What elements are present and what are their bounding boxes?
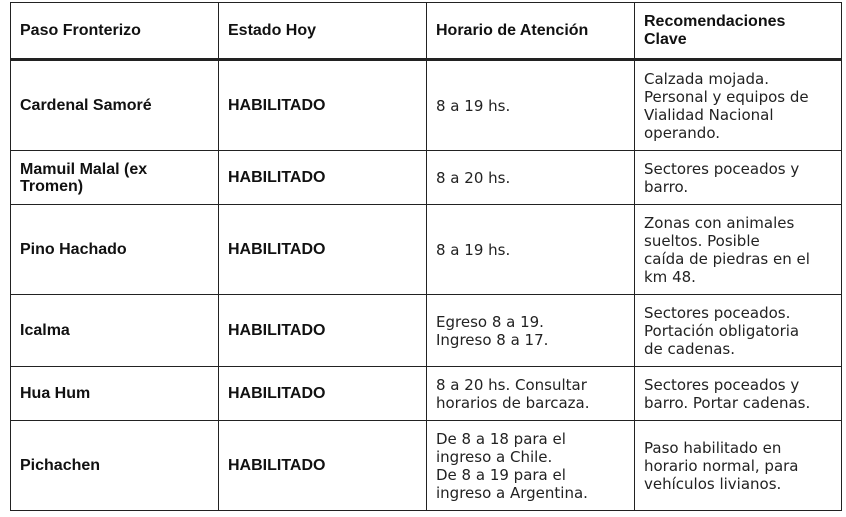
cell-estado: HABILITADO xyxy=(219,367,427,421)
cell-recomendaciones: Sectores poceados y barro. xyxy=(635,151,842,205)
cell-recomendaciones: Sectores poceados y barro. Portar cadenas. xyxy=(635,367,842,421)
cell-estado: HABILITADO xyxy=(219,205,427,295)
cell-recomendaciones: Paso habilitado en horario normal, para vehículos livianos. xyxy=(635,421,842,511)
header-estado-hoy: Estado Hoy xyxy=(219,3,427,60)
cell-recomendaciones: Zonas con animales sueltos. Posible caída de piedras en el km 48. xyxy=(635,205,842,295)
cell-paso: Hua Hum xyxy=(11,367,219,421)
cell-paso: Pino Hachado xyxy=(11,205,219,295)
header-recomendaciones-clave: Recomendaciones Clave xyxy=(635,3,842,60)
border-crossings-table xyxy=(10,2,842,511)
cell-paso: Mamuil Malal (ex Tromen) xyxy=(11,151,219,205)
cell-paso: Cardenal Samoré xyxy=(11,60,219,151)
cell-paso: Icalma xyxy=(11,295,219,367)
table-row xyxy=(11,151,842,205)
cell-recomendaciones: Calzada mojada. Personal y equipos de Vialidad Nacional operando. xyxy=(635,60,842,151)
table-row xyxy=(11,60,842,151)
table-header-row xyxy=(11,3,842,60)
table-row xyxy=(11,295,842,367)
cell-estado: HABILITADO xyxy=(219,151,427,205)
cell-horario: 8 a 19 hs. xyxy=(427,60,635,151)
cell-horario: 8 a 20 hs. Consultar horarios de barcaza. xyxy=(427,367,635,421)
table-row xyxy=(11,205,842,295)
cell-horario: Egreso 8 a 19. Ingreso 8 a 17. xyxy=(427,295,635,367)
table-row xyxy=(11,421,842,511)
cell-horario: 8 a 19 hs. xyxy=(427,205,635,295)
cell-estado: HABILITADO xyxy=(219,60,427,151)
cell-horario: De 8 a 18 para el ingreso a Chile. De 8 a 19 para el ingreso a Argentina. xyxy=(427,421,635,511)
cell-recomendaciones: Sectores poceados. Portación obligatoria de cadenas. xyxy=(635,295,842,367)
cell-estado: HABILITADO xyxy=(219,295,427,367)
table-row xyxy=(11,367,842,421)
cell-estado: HABILITADO xyxy=(219,421,427,511)
cell-paso: Pichachen xyxy=(11,421,219,511)
cell-horario: 8 a 20 hs. xyxy=(427,151,635,205)
header-paso-fronterizo: Paso Fronterizo xyxy=(11,3,219,60)
header-horario-atencion: Horario de Atención xyxy=(427,3,635,60)
